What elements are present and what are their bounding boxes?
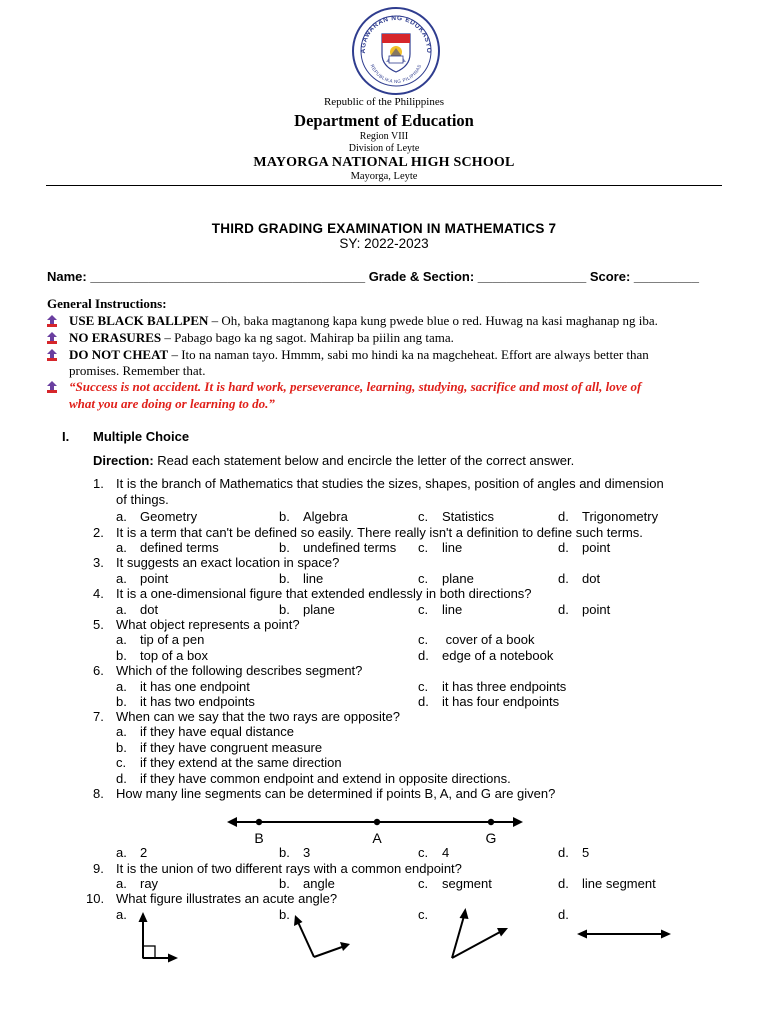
choice-b[interactable]: b. line [279, 571, 324, 586]
section-number: I. [62, 429, 70, 444]
question-text: It suggests an exact location in space? [116, 555, 340, 570]
choice-b[interactable]: b. angle [279, 876, 335, 891]
question-number: 9. [93, 861, 104, 876]
bullet-arrow-icon [45, 314, 59, 328]
seal-icon [351, 6, 441, 96]
seal-bottom-text: REPUBLIKA NG PILIPINAS [369, 63, 423, 85]
choice-d[interactable]: d. Trigonometry [558, 509, 659, 524]
choice-c[interactable]: c. line [418, 540, 463, 555]
choice-d[interactable]: d. point [558, 602, 611, 617]
section-title: Multiple Choice [93, 429, 190, 444]
question-number: 1. [93, 476, 104, 491]
choice-b[interactable]: b. 3 [279, 845, 311, 860]
question-number: 4. [93, 586, 104, 601]
question-number: 5. [93, 617, 104, 632]
choice-c[interactable]: c. if they extend at the same direction [116, 755, 342, 770]
point-b [256, 819, 262, 825]
choice-a[interactable]: a. Geometry [116, 509, 198, 524]
choice-b[interactable]: b. undefined terms [279, 540, 397, 555]
point-g [488, 819, 494, 825]
question-text: How many line segments can be determined if points B, A, and G are given? [116, 786, 556, 801]
choice-c[interactable]: c. plane [418, 571, 474, 586]
question-number: 8. [93, 786, 104, 801]
choice-d[interactable]: d. [558, 907, 569, 922]
choice-d[interactable]: d. it has four endpoints [418, 694, 560, 709]
arrow-left-icon [577, 930, 587, 939]
instruction-item: NO ERASURES – Pabago bago ka ng sagot. Mahirap ba piilin ang tama. [69, 330, 454, 345]
bullet-arrow-icon [45, 380, 59, 394]
deped-seal [351, 6, 441, 96]
point-a [374, 819, 380, 825]
choice-a[interactable]: a. dot [116, 602, 159, 617]
choice-a[interactable]: a. ray [116, 876, 159, 891]
school-year: SY: 2022-2023 [339, 236, 429, 251]
question-text: What object represents a point? [116, 617, 300, 632]
choice-b[interactable]: b. it has two endpoints [116, 694, 255, 709]
question-number: 10. [86, 891, 105, 906]
choice-a[interactable]: a. tip of a pen [116, 632, 205, 647]
choice-c[interactable]: c. 4 [418, 845, 450, 860]
choice-b[interactable]: b. Algebra [279, 509, 348, 524]
choice-d[interactable]: d. edge of a notebook [418, 648, 554, 663]
choice-c[interactable]: c. it has three endpoints [418, 679, 567, 694]
choice-c[interactable]: c. Statistics [418, 509, 495, 524]
student-info-line: Name: ______________________________________ Grade & Section: _______________ Score: _________ [47, 269, 699, 284]
direction-line: Direction: Read each statement below and encircle the letter of the correct answer. [93, 453, 575, 468]
bullet-arrow-icon [45, 348, 59, 362]
choice-c[interactable]: c. cover of a book [418, 632, 535, 647]
exam-title: THIRD GRADING EXAMINATION IN MATHEMATICS 7 [211, 221, 557, 236]
arrow-right-icon [513, 817, 523, 827]
choice-a[interactable]: a. it has one endpoint [116, 679, 250, 694]
school-name: MAYORGA NATIONAL HIGH SCHOOL [253, 155, 515, 170]
choice-a[interactable]: a. 2 [116, 845, 148, 860]
question-text: Which of the following describes segment? [116, 663, 363, 678]
arrow-up-icon [460, 908, 469, 919]
department-title: Department of Education [294, 111, 474, 130]
school-location: Mayorga, Leyte [350, 171, 418, 182]
instructions-title: General Instructions: [47, 296, 167, 311]
choice-c[interactable]: c. line [418, 602, 463, 617]
question-text: When can we say that the two rays are opposite? [116, 709, 400, 724]
region-line: Region VIII [359, 131, 409, 142]
choice-d[interactable]: d. if they have common endpoint and extend in opposite directions. [116, 771, 511, 786]
question-number: 2. [93, 525, 104, 540]
choice-d[interactable]: d. point [558, 540, 611, 555]
bullet-arrow-icon [45, 331, 59, 345]
right-angle-mark [143, 946, 155, 958]
question-text: It is a term that can't be defined so easily. There really isn't a definition to define such terms. [116, 525, 643, 540]
arrow-right-icon [168, 954, 178, 963]
choice-c[interactable]: c. segment [418, 876, 492, 891]
choice-b[interactable]: b. if they have congruent measure [116, 740, 323, 755]
choice-b[interactable]: b. plane [279, 602, 335, 617]
instruction-item: DO NOT CHEAT – Ito na naman tayo. Hmmm, sabi mo hindi ka na magcheheat. Effort are always better than [69, 347, 649, 362]
choice-a[interactable]: a. if they have equal distance [116, 724, 294, 739]
arrow-right-icon [340, 942, 350, 951]
choice-c[interactable]: c. [418, 907, 429, 922]
instruction-continuation: promises. Remember that. [69, 363, 206, 378]
question-text: It is the union of two different rays with a common endpoint? [116, 861, 462, 876]
seal-top-text: AGAWARAN NG EDUKASYO [359, 14, 433, 54]
quote-line-2: what you are doing or learning to do.” [69, 396, 275, 411]
choice-b[interactable]: b. [279, 907, 290, 922]
question-number: 3. [93, 555, 104, 570]
label-a: A [372, 830, 382, 846]
arrow-left-icon [227, 817, 237, 827]
header-rule [46, 185, 722, 186]
question-number: 6. [93, 663, 104, 678]
question-text: It is the branch of Mathematics that studies the sizes, shapes, position of angles and dimension [116, 476, 664, 491]
line-figure [225, 810, 525, 850]
choice-a[interactable]: a. defined terms [116, 540, 219, 555]
acute-angle-figure[interactable] [444, 904, 516, 964]
republic-line: Republic of the Philippines [323, 96, 445, 108]
arrow-up-icon [139, 912, 148, 922]
obtuse-angle-figure[interactable] [290, 912, 355, 964]
question-text: What figure illustrates an acute angle? [116, 891, 338, 906]
choice-a[interactable]: a. point [116, 571, 169, 586]
choice-d[interactable]: d. 5 [558, 845, 590, 860]
division-line: Division of Leyte [348, 143, 420, 154]
choice-a[interactable]: a. [116, 907, 127, 922]
line-figure[interactable] [575, 924, 673, 944]
choice-b[interactable]: b. top of a box [116, 648, 208, 663]
label-b: B [254, 830, 264, 846]
choice-d[interactable]: d. line segment [558, 876, 656, 891]
question-number: 7. [93, 709, 104, 724]
instruction-item: USE BLACK BALLPEN – Oh, baka magtanong kapa kung pwede blue o red. Huwag na kasi maghanap ng iba. [69, 313, 658, 328]
right-angle-figure[interactable] [130, 908, 180, 964]
question-text-continued: of things. [116, 492, 169, 507]
question-text: It is a one-dimensional figure that extended endlessly in both directions? [116, 586, 532, 601]
choice-d[interactable]: d. dot [558, 571, 601, 586]
quote-line-1: “Success is not accident. It is hard work, perseverance, learning, studying, sacrifice and most of all, love of [69, 379, 642, 394]
label-g: G [485, 830, 497, 846]
arrow-right-icon [661, 930, 671, 939]
